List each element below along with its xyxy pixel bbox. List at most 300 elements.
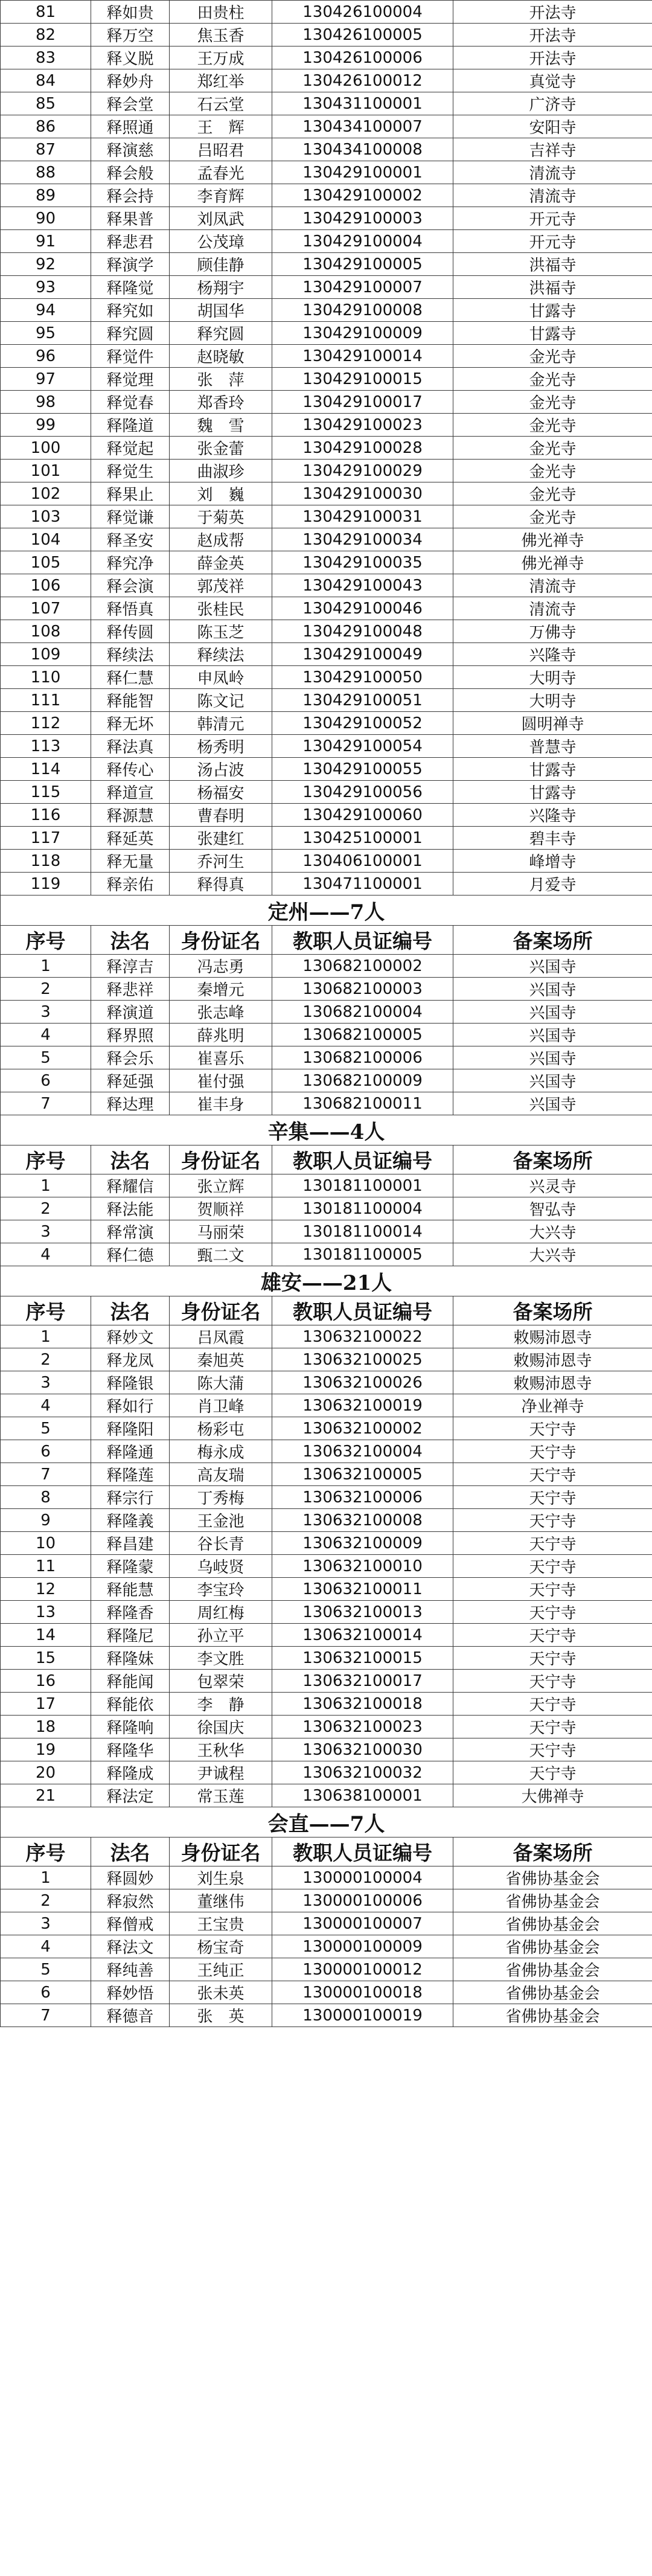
dharma-name-cell: 释传心 [91, 758, 170, 781]
dharma-name-cell: 释隆成 [91, 1761, 170, 1784]
table-row [1, 184, 652, 207]
certificate-number-cell: 130632100022 [272, 1325, 453, 1348]
dharma-name-cell: 释悲祥 [91, 978, 170, 1001]
id-name-cell: 孙立平 [170, 1624, 272, 1647]
registered-venue-cell: 大明寺 [453, 666, 652, 689]
dharma-name-cell: 释会持 [91, 184, 170, 207]
id-name-cell: 郑红举 [170, 69, 272, 92]
registered-venue-cell: 碧丰寺 [453, 827, 652, 850]
registered-venue-cell: 大明寺 [453, 689, 652, 712]
registered-venue-cell: 天宁寺 [453, 1532, 652, 1555]
serial-number-cell: 105 [1, 551, 91, 574]
registered-venue-cell: 省佛协基金会 [453, 1935, 652, 1958]
dharma-name-cell: 释悲君 [91, 230, 170, 253]
table-row [1, 873, 652, 896]
dharma-name-cell: 释圆妙 [91, 1866, 170, 1889]
serial-number-cell: 83 [1, 46, 91, 69]
table-row [1, 551, 652, 574]
registered-venue-cell: 甘露寺 [453, 299, 652, 322]
id-name-cell: 常玉莲 [170, 1784, 272, 1807]
certificate-number-cell: 130632100030 [272, 1738, 453, 1761]
column-header: 序号 [1, 926, 91, 955]
dharma-name-cell: 释隆银 [91, 1371, 170, 1394]
id-name-cell: 曲淑珍 [170, 460, 272, 482]
section-title: 定州——7人 [1, 896, 652, 926]
certificate-number-cell: 130632100032 [272, 1761, 453, 1784]
id-name-cell: 乌岐贤 [170, 1555, 272, 1578]
table-row [1, 1024, 652, 1046]
id-name-cell: 曹春明 [170, 804, 272, 827]
table-row [1, 1, 652, 24]
dharma-name-cell: 释妙文 [91, 1325, 170, 1348]
id-name-cell: 焦玉香 [170, 24, 272, 46]
registered-venue-cell: 安阳寺 [453, 115, 652, 138]
dharma-name-cell: 释觉起 [91, 437, 170, 460]
registered-venue-cell: 金光寺 [453, 391, 652, 414]
serial-number-cell: 91 [1, 230, 91, 253]
serial-number-cell: 97 [1, 368, 91, 391]
id-name-cell: 释得真 [170, 873, 272, 896]
id-name-cell: 冯志勇 [170, 955, 272, 978]
id-name-cell: 田贵柱 [170, 1, 272, 24]
registered-venue-cell: 甘露寺 [453, 781, 652, 804]
id-name-cell: 谷长青 [170, 1532, 272, 1555]
certificate-number-cell: 130429100054 [272, 735, 453, 758]
id-name-cell: 秦增元 [170, 978, 272, 1001]
certificate-number-cell: 130426100004 [272, 1, 453, 24]
certificate-number-cell: 130429100049 [272, 643, 453, 666]
registered-venue-cell: 吉祥寺 [453, 138, 652, 161]
table-row [1, 1509, 652, 1532]
column-header-row [1, 1145, 652, 1174]
certificate-number-cell: 130682100005 [272, 1024, 453, 1046]
column-header: 身份证名 [170, 1145, 272, 1174]
registered-venue-cell: 天宁寺 [453, 1647, 652, 1670]
column-header-row [1, 1837, 652, 1866]
dharma-name-cell: 释纯善 [91, 1958, 170, 1981]
table-row [1, 1243, 652, 1266]
certificate-number-cell: 130426100005 [272, 24, 453, 46]
certificate-number-cell: 130429100050 [272, 666, 453, 689]
id-name-cell: 张 萍 [170, 368, 272, 391]
certificate-number-cell: 130682100011 [272, 1092, 453, 1115]
registered-venue-cell: 大佛禅寺 [453, 1784, 652, 1807]
registered-venue-cell: 广济寺 [453, 92, 652, 115]
section-title: 辛集——4人 [1, 1115, 652, 1145]
serial-number-cell: 4 [1, 1243, 91, 1266]
registered-venue-cell: 清流寺 [453, 597, 652, 620]
certificate-number-cell: 130632100018 [272, 1693, 453, 1716]
dharma-name-cell: 释僧戒 [91, 1912, 170, 1935]
dharma-name-cell: 释无量 [91, 850, 170, 873]
dharma-name-cell: 释延强 [91, 1069, 170, 1092]
certificate-number-cell: 130000100012 [272, 1958, 453, 1981]
id-name-cell: 王纯正 [170, 1958, 272, 1981]
table-row [1, 1981, 652, 2004]
registered-venue-cell: 金光寺 [453, 460, 652, 482]
dharma-name-cell: 释会般 [91, 161, 170, 184]
id-name-cell: 张桂民 [170, 597, 272, 620]
serial-number-cell: 12 [1, 1578, 91, 1601]
certificate-number-cell: 130181100004 [272, 1197, 453, 1220]
table-row [1, 1958, 652, 1981]
table-row [1, 1220, 652, 1243]
table-row [1, 1532, 652, 1555]
serial-number-cell: 95 [1, 322, 91, 345]
dharma-name-cell: 释演慈 [91, 138, 170, 161]
id-name-cell: 陈玉芝 [170, 620, 272, 643]
dharma-name-cell: 释悟真 [91, 597, 170, 620]
serial-number-cell: 15 [1, 1647, 91, 1670]
table-row [1, 597, 652, 620]
registered-venue-cell: 省佛协基金会 [453, 1889, 652, 1912]
id-name-cell: 贺顺祥 [170, 1197, 272, 1220]
table-row [1, 1197, 652, 1220]
table-row [1, 299, 652, 322]
registered-venue-cell: 天宁寺 [453, 1624, 652, 1647]
column-header: 备案场所 [453, 926, 652, 955]
serial-number-cell: 115 [1, 781, 91, 804]
certificate-number-cell: 130632100002 [272, 1417, 453, 1440]
column-header: 教职人员证编号 [272, 1837, 453, 1866]
certificate-number-cell: 130429100043 [272, 574, 453, 597]
column-header: 法名 [91, 1145, 170, 1174]
serial-number-cell: 99 [1, 414, 91, 437]
id-name-cell: 高友瑞 [170, 1463, 272, 1486]
certificate-number-cell: 130429100031 [272, 505, 453, 528]
certificate-number-cell: 130632100023 [272, 1716, 453, 1738]
certificate-number-cell: 130632100013 [272, 1601, 453, 1624]
serial-number-cell: 1 [1, 1325, 91, 1348]
table-row [1, 92, 652, 115]
dharma-name-cell: 释觉件 [91, 345, 170, 368]
dharma-name-cell: 释隆阳 [91, 1417, 170, 1440]
column-header: 法名 [91, 926, 170, 955]
serial-number-cell: 84 [1, 69, 91, 92]
registered-venue-cell: 金光寺 [453, 368, 652, 391]
dharma-name-cell: 释隆华 [91, 1738, 170, 1761]
column-header: 序号 [1, 1145, 91, 1174]
serial-number-cell: 2 [1, 1197, 91, 1220]
table-row [1, 437, 652, 460]
registered-venue-cell: 甘露寺 [453, 758, 652, 781]
table-row [1, 276, 652, 299]
id-name-cell: 于菊英 [170, 505, 272, 528]
table-row [1, 368, 652, 391]
id-name-cell: 释续法 [170, 643, 272, 666]
table-row [1, 1578, 652, 1601]
dharma-name-cell: 释果普 [91, 207, 170, 230]
certificate-number-cell: 130429100008 [272, 299, 453, 322]
serial-number-cell: 4 [1, 1935, 91, 1958]
table-row [1, 804, 652, 827]
serial-number-cell: 3 [1, 1371, 91, 1394]
serial-number-cell: 6 [1, 1069, 91, 1092]
table-row [1, 1912, 652, 1935]
certificate-number-cell: 130000100009 [272, 1935, 453, 1958]
id-name-cell: 赵晓敏 [170, 345, 272, 368]
serial-number-cell: 101 [1, 460, 91, 482]
certificate-number-cell: 130429100001 [272, 161, 453, 184]
certificate-number-cell: 130638100001 [272, 1784, 453, 1807]
section-title-row [1, 1807, 652, 1837]
id-name-cell: 王宝贵 [170, 1912, 272, 1935]
registered-venue-cell: 智弘寺 [453, 1197, 652, 1220]
serial-number-cell: 111 [1, 689, 91, 712]
id-name-cell: 陈文记 [170, 689, 272, 712]
dharma-name-cell: 释隆香 [91, 1601, 170, 1624]
column-header: 序号 [1, 1837, 91, 1866]
dharma-name-cell: 释隆尼 [91, 1624, 170, 1647]
table-row [1, 460, 652, 482]
serial-number-cell: 86 [1, 115, 91, 138]
serial-number-cell: 93 [1, 276, 91, 299]
serial-number-cell: 118 [1, 850, 91, 873]
id-name-cell: 郭茂祥 [170, 574, 272, 597]
certificate-number-cell: 130429100015 [272, 368, 453, 391]
certificate-number-cell: 130632100017 [272, 1670, 453, 1693]
dharma-name-cell: 释法定 [91, 1784, 170, 1807]
table-row [1, 1174, 652, 1197]
certificate-number-cell: 130425100001 [272, 827, 453, 850]
dharma-name-cell: 释传圆 [91, 620, 170, 643]
id-name-cell: 杨宝奇 [170, 1935, 272, 1958]
dharma-name-cell: 释如行 [91, 1394, 170, 1417]
registered-venue-cell: 万佛寺 [453, 620, 652, 643]
registered-venue-cell: 兴国寺 [453, 1092, 652, 1115]
registered-venue-cell: 天宁寺 [453, 1601, 652, 1624]
id-name-cell: 甄二文 [170, 1243, 272, 1266]
column-header: 备案场所 [453, 1837, 652, 1866]
serial-number-cell: 7 [1, 1463, 91, 1486]
id-name-cell: 公茂璋 [170, 230, 272, 253]
registered-venue-cell: 金光寺 [453, 505, 652, 528]
registered-venue-cell: 大兴寺 [453, 1220, 652, 1243]
certificate-number-cell: 130632100025 [272, 1348, 453, 1371]
certificate-number-cell: 130000100006 [272, 1889, 453, 1912]
serial-number-cell: 5 [1, 1417, 91, 1440]
table-row [1, 1463, 652, 1486]
dharma-name-cell: 释觉生 [91, 460, 170, 482]
id-name-cell: 张立辉 [170, 1174, 272, 1197]
registered-venue-cell: 天宁寺 [453, 1716, 652, 1738]
id-name-cell: 王金池 [170, 1509, 272, 1532]
id-name-cell: 魏 雪 [170, 414, 272, 437]
serial-number-cell: 9 [1, 1509, 91, 1532]
dharma-name-cell: 释究净 [91, 551, 170, 574]
certificate-number-cell: 130471100001 [272, 873, 453, 896]
registered-venue-cell: 天宁寺 [453, 1417, 652, 1440]
table-row [1, 1601, 652, 1624]
id-name-cell: 胡国华 [170, 299, 272, 322]
column-header: 序号 [1, 1296, 91, 1325]
registered-venue-cell: 金光寺 [453, 437, 652, 460]
registered-venue-cell: 开元寺 [453, 207, 652, 230]
registered-venue-cell: 天宁寺 [453, 1738, 652, 1761]
dharma-name-cell: 释仁慧 [91, 666, 170, 689]
registered-venue-cell: 天宁寺 [453, 1486, 652, 1509]
certificate-number-cell: 130000100007 [272, 1912, 453, 1935]
serial-number-cell: 18 [1, 1716, 91, 1738]
dharma-name-cell: 释仁德 [91, 1243, 170, 1266]
registered-venue-cell: 天宁寺 [453, 1670, 652, 1693]
serial-number-cell: 81 [1, 1, 91, 24]
table-row [1, 1046, 652, 1069]
certificate-number-cell: 130000100018 [272, 1981, 453, 2004]
certificate-number-cell: 130429100030 [272, 482, 453, 505]
registered-venue-cell: 省佛协基金会 [453, 1981, 652, 2004]
id-name-cell: 张 英 [170, 2004, 272, 2027]
column-header: 身份证名 [170, 1296, 272, 1325]
table-row [1, 735, 652, 758]
table-row [1, 712, 652, 735]
registered-venue-cell: 金光寺 [453, 345, 652, 368]
id-name-cell: 董继伟 [170, 1889, 272, 1912]
table-row [1, 1889, 652, 1912]
serial-number-cell: 5 [1, 1046, 91, 1069]
certificate-number-cell: 130632100005 [272, 1463, 453, 1486]
certificate-number-cell: 130181100005 [272, 1243, 453, 1266]
table-row [1, 1693, 652, 1716]
serial-number-cell: 19 [1, 1738, 91, 1761]
column-header: 教职人员证编号 [272, 926, 453, 955]
dharma-name-cell: 释源慧 [91, 804, 170, 827]
dharma-name-cell: 释觉谦 [91, 505, 170, 528]
dharma-name-cell: 释能依 [91, 1693, 170, 1716]
dharma-name-cell: 释会堂 [91, 92, 170, 115]
certificate-number-cell: 130632100015 [272, 1647, 453, 1670]
certificate-number-cell: 130632100019 [272, 1394, 453, 1417]
registered-venue-cell: 兴灵寺 [453, 1174, 652, 1197]
table-row [1, 46, 652, 69]
column-header: 教职人员证编号 [272, 1145, 453, 1174]
serial-number-cell: 85 [1, 92, 91, 115]
serial-number-cell: 88 [1, 161, 91, 184]
column-header: 教职人员证编号 [272, 1296, 453, 1325]
registered-venue-cell: 开元寺 [453, 230, 652, 253]
serial-number-cell: 117 [1, 827, 91, 850]
column-header: 法名 [91, 1296, 170, 1325]
serial-number-cell: 109 [1, 643, 91, 666]
dharma-name-cell: 释德音 [91, 2004, 170, 2027]
serial-number-cell: 102 [1, 482, 91, 505]
dharma-name-cell: 释能闻 [91, 1670, 170, 1693]
serial-number-cell: 4 [1, 1024, 91, 1046]
table-row [1, 1647, 652, 1670]
dharma-name-cell: 释演道 [91, 1001, 170, 1024]
serial-number-cell: 114 [1, 758, 91, 781]
certificate-number-cell: 130682100009 [272, 1069, 453, 1092]
roster-body [1, 1, 652, 2027]
id-name-cell: 秦旭英 [170, 1348, 272, 1371]
serial-number-cell: 3 [1, 1912, 91, 1935]
serial-number-cell: 16 [1, 1670, 91, 1693]
id-name-cell: 李文胜 [170, 1647, 272, 1670]
id-name-cell: 李育辉 [170, 184, 272, 207]
dharma-name-cell: 释宗行 [91, 1486, 170, 1509]
section-title-row [1, 1266, 652, 1296]
certificate-number-cell: 130429100017 [272, 391, 453, 414]
serial-number-cell: 5 [1, 1958, 91, 1981]
registered-venue-cell: 天宁寺 [453, 1761, 652, 1784]
serial-number-cell: 8 [1, 1486, 91, 1509]
serial-number-cell: 2 [1, 1348, 91, 1371]
registered-venue-cell: 兴隆寺 [453, 643, 652, 666]
table-row [1, 978, 652, 1001]
table-row [1, 391, 652, 414]
table-row [1, 1417, 652, 1440]
column-header: 备案场所 [453, 1296, 652, 1325]
section-title: 雄安——21人 [1, 1266, 652, 1296]
table-row [1, 827, 652, 850]
id-name-cell: 杨彩屯 [170, 1417, 272, 1440]
serial-number-cell: 7 [1, 1092, 91, 1115]
certificate-number-cell: 130632100008 [272, 1509, 453, 1532]
serial-number-cell: 7 [1, 2004, 91, 2027]
serial-number-cell: 14 [1, 1624, 91, 1647]
serial-number-cell: 2 [1, 1889, 91, 1912]
dharma-name-cell: 释隆義 [91, 1509, 170, 1532]
id-name-cell: 崔喜乐 [170, 1046, 272, 1069]
table-row [1, 850, 652, 873]
dharma-name-cell: 释达理 [91, 1092, 170, 1115]
id-name-cell: 申凤岭 [170, 666, 272, 689]
table-row [1, 138, 652, 161]
id-name-cell: 杨翔宇 [170, 276, 272, 299]
table-row [1, 1555, 652, 1578]
certificate-number-cell: 130000100019 [272, 2004, 453, 2027]
certificate-number-cell: 130429100009 [272, 322, 453, 345]
registered-venue-cell: 真觉寺 [453, 69, 652, 92]
registered-venue-cell: 峰增寺 [453, 850, 652, 873]
registered-venue-cell: 甘露寺 [453, 322, 652, 345]
id-name-cell: 张建红 [170, 827, 272, 850]
dharma-name-cell: 释能慧 [91, 1578, 170, 1601]
table-row [1, 253, 652, 276]
serial-number-cell: 113 [1, 735, 91, 758]
certificate-number-cell: 130429100007 [272, 276, 453, 299]
id-name-cell: 崔付强 [170, 1069, 272, 1092]
registered-venue-cell: 天宁寺 [453, 1463, 652, 1486]
table-row [1, 1371, 652, 1394]
serial-number-cell: 116 [1, 804, 91, 827]
registered-venue-cell: 天宁寺 [453, 1693, 652, 1716]
dharma-name-cell: 释隆响 [91, 1716, 170, 1738]
dharma-name-cell: 释界照 [91, 1024, 170, 1046]
dharma-name-cell: 释演学 [91, 253, 170, 276]
registered-venue-cell: 月爱寺 [453, 873, 652, 896]
registered-venue-cell: 金光寺 [453, 482, 652, 505]
id-name-cell: 崔丰身 [170, 1092, 272, 1115]
dharma-name-cell: 释觉春 [91, 391, 170, 414]
registered-venue-cell: 省佛协基金会 [453, 1912, 652, 1935]
dharma-name-cell: 释隆妹 [91, 1647, 170, 1670]
dharma-name-cell: 释如贵 [91, 1, 170, 24]
dharma-name-cell: 释法能 [91, 1197, 170, 1220]
registered-venue-cell: 兴国寺 [453, 1024, 652, 1046]
serial-number-cell: 89 [1, 184, 91, 207]
registered-venue-cell: 兴隆寺 [453, 804, 652, 827]
registered-venue-cell: 兴国寺 [453, 978, 652, 1001]
table-row [1, 2004, 652, 2027]
serial-number-cell: 98 [1, 391, 91, 414]
id-name-cell: 乔河生 [170, 850, 272, 873]
table-row [1, 69, 652, 92]
serial-number-cell: 94 [1, 299, 91, 322]
registered-venue-cell: 省佛协基金会 [453, 1958, 652, 1981]
id-name-cell: 韩清元 [170, 712, 272, 735]
table-row [1, 505, 652, 528]
